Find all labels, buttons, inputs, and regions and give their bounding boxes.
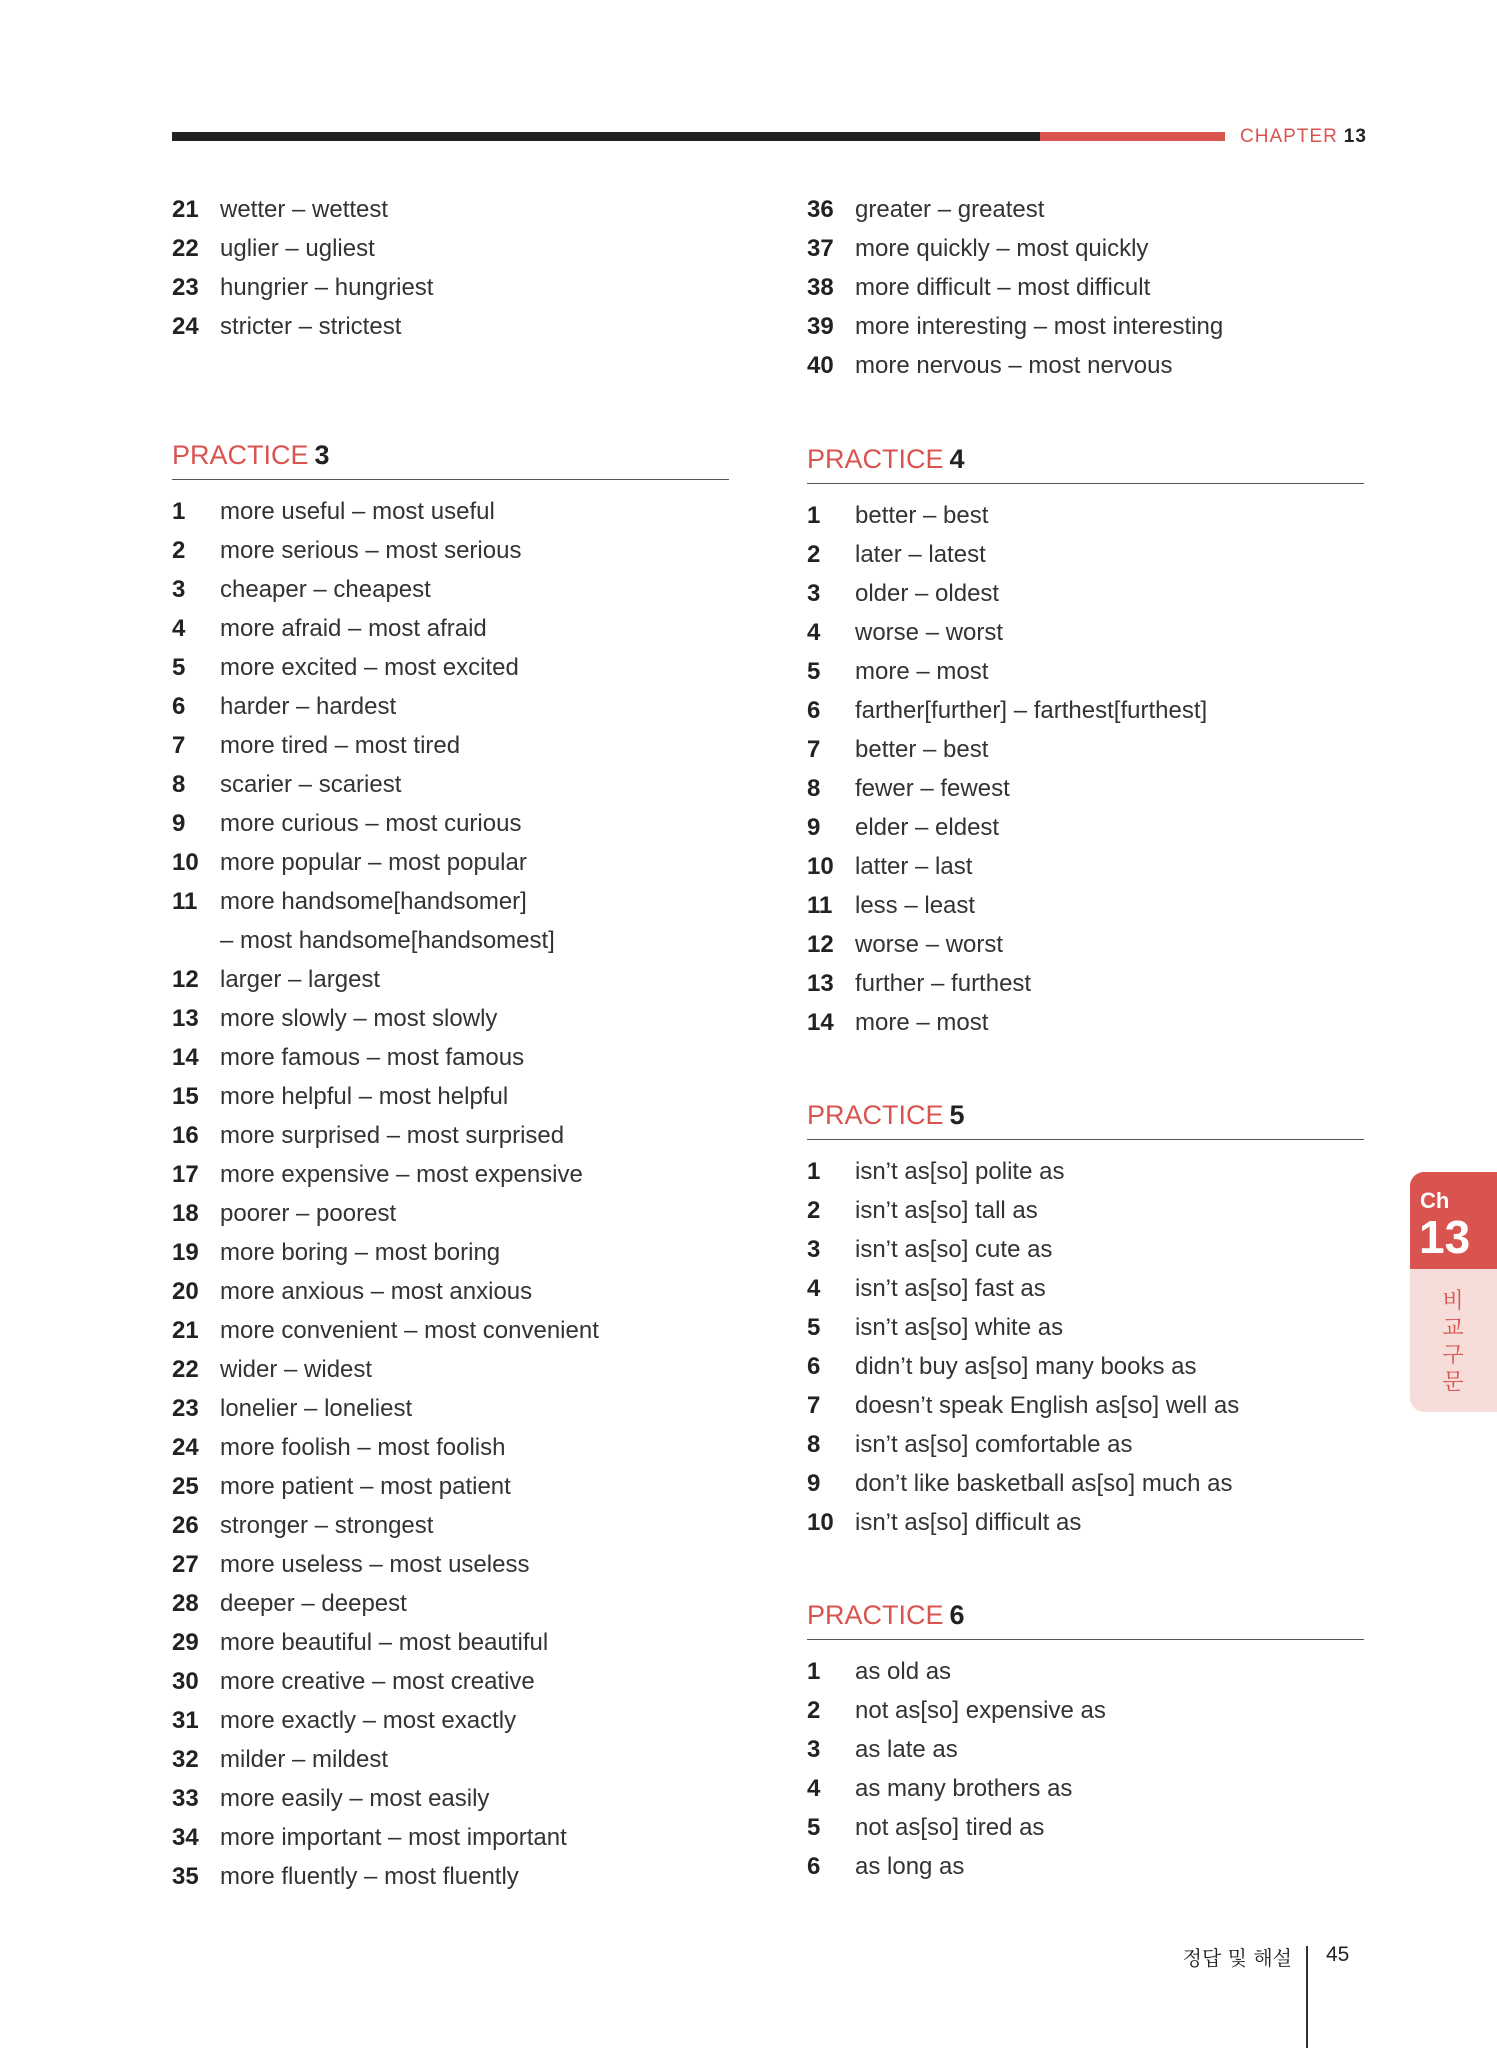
answer-number: 11 (172, 888, 198, 915)
footer-divider (1306, 1946, 1308, 2048)
answer-item (807, 1386, 1367, 1425)
answer-text: more convenient – most convenient (220, 1317, 599, 1344)
chapter-label: CHAPTER (1240, 126, 1338, 147)
answer-text: more – most (855, 1009, 989, 1036)
answer-item (807, 307, 1367, 346)
answer-text: harder – hardest (220, 693, 397, 720)
answer-text: poorer – poorest (220, 1200, 397, 1227)
answer-number: 9 (807, 814, 821, 841)
practice-5-section (807, 1098, 1367, 1542)
answer-number: 5 (807, 658, 821, 685)
answer-item (807, 769, 1367, 808)
answer-text: more surprised – most surprised (220, 1122, 565, 1149)
answer-item (172, 1389, 732, 1428)
answer-number: 30 (172, 1668, 199, 1695)
answer-item (172, 1818, 732, 1857)
answer-item (172, 1038, 732, 1077)
answer-text: isn’t as[so] difficult as (855, 1509, 1082, 1536)
answer-number: 4 (807, 1275, 821, 1302)
page-number: 45 (1326, 1943, 1350, 1966)
answer-item (807, 574, 1367, 613)
answer-item (807, 847, 1367, 886)
answer-number: 27 (172, 1551, 199, 1578)
section-title (807, 1098, 1364, 1140)
answer-text: more beautiful – most beautiful (220, 1629, 549, 1656)
answer-item (807, 1652, 1367, 1691)
answer-item (807, 190, 1367, 229)
answer-number: 10 (807, 853, 834, 880)
answer-number: 2 (172, 537, 186, 564)
answer-text: more nervous – most nervous (855, 352, 1173, 379)
answer-number: 2 (807, 1197, 821, 1224)
answer-number: 36 (807, 196, 834, 223)
answer-text: more creative – most creative (220, 1668, 535, 1695)
answer-number: 6 (172, 693, 186, 720)
answer-number: 22 (172, 235, 199, 262)
answer-text: more – most (855, 658, 989, 685)
answer-number: 14 (807, 1009, 834, 1036)
answer-text: as late as (855, 1736, 958, 1763)
answer-number: 20 (172, 1278, 199, 1305)
answer-item (807, 1191, 1367, 1230)
answer-number: 7 (807, 736, 821, 763)
answer-number: 22 (172, 1356, 199, 1383)
footer-label: 정답 및 해설 (1182, 1946, 1292, 1970)
answer-item (807, 535, 1367, 574)
answer-item (807, 886, 1367, 925)
answer-number: 38 (807, 274, 834, 301)
chapter-tab-ch: Ch (1420, 1188, 1450, 1213)
answer-item (172, 570, 732, 609)
answer-item (172, 531, 732, 570)
answer-number: 21 (172, 1317, 199, 1344)
answer-text: more interesting – most interesting (855, 313, 1224, 340)
header-rule-accent (1040, 132, 1225, 141)
answer-number: 8 (807, 775, 821, 802)
answer-text: deeper – deepest (220, 1590, 407, 1617)
answer-text: as many brothers as (855, 1775, 1073, 1802)
answer-number: 8 (172, 771, 186, 798)
section-title (807, 442, 1364, 484)
answer-item (172, 190, 732, 229)
answer-item (807, 1003, 1367, 1042)
answer-number: 34 (172, 1824, 199, 1851)
answer-text: greater – greatest (855, 196, 1045, 223)
answer-item (807, 496, 1367, 535)
answer-text: don’t like basketball as[so] much as (855, 1470, 1233, 1497)
answer-text: doesn’t speak English as[so] well as (855, 1392, 1240, 1419)
answer-item (172, 1077, 732, 1116)
answer-number: 12 (172, 966, 199, 993)
chapter-tab-number: 13 (1419, 1211, 1471, 1263)
section-label: PRACTICE (807, 444, 944, 474)
answer-number: 3 (807, 1236, 821, 1263)
answer-item (172, 1467, 732, 1506)
answer-number: 21 (172, 196, 199, 223)
answer-number: 14 (172, 1044, 199, 1071)
answer-item (172, 268, 732, 307)
answer-text: more quickly – most quickly (855, 235, 1149, 262)
answer-text: more important – most important (220, 1824, 567, 1851)
chapter-tab-title: 비교구문 (1442, 1289, 1464, 1395)
chapter-tab-header (1410, 1172, 1497, 1269)
answer-item (807, 964, 1367, 1003)
answer-text: further – furthest (855, 970, 1032, 997)
answer-item (807, 691, 1367, 730)
answer-item (172, 960, 732, 999)
answer-number: 18 (172, 1200, 199, 1227)
answer-item (172, 1506, 732, 1545)
answer-number: 25 (172, 1473, 199, 1500)
answer-number: 13 (172, 1005, 199, 1032)
left-top-list (172, 190, 732, 346)
answer-text: more difficult – most difficult (855, 274, 1151, 301)
answer-item (172, 1428, 732, 1467)
answer-text: uglier – ugliest (220, 235, 375, 262)
answer-text: older – oldest (855, 580, 1000, 607)
answer-text: isn’t as[so] cute as (855, 1236, 1053, 1263)
answer-text: more helpful – most helpful (220, 1083, 509, 1110)
answer-number: 32 (172, 1746, 199, 1773)
section-number: 4 (949, 444, 965, 474)
answer-item (807, 808, 1367, 847)
answer-number: 10 (807, 1509, 834, 1536)
answer-item (172, 804, 732, 843)
answer-item (807, 1308, 1367, 1347)
section-number: 3 (314, 440, 330, 470)
answer-number: 9 (172, 810, 186, 837)
answer-item (172, 1584, 732, 1623)
answer-text: wetter – wettest (220, 196, 389, 223)
answer-item (172, 229, 732, 268)
answer-text: more foolish – most foolish (220, 1434, 506, 1461)
section-number: 6 (949, 1600, 965, 1630)
answer-item (807, 1347, 1367, 1386)
answer-item (172, 1545, 732, 1584)
answer-number: 13 (807, 970, 834, 997)
section-title (172, 438, 729, 480)
answer-text: more afraid – most afraid (220, 615, 487, 642)
answer-text: better – best (855, 502, 989, 529)
answer-number: 10 (172, 849, 199, 876)
answer-number: 9 (807, 1470, 821, 1497)
answer-number: 1 (807, 1658, 821, 1685)
answer-item (172, 1116, 732, 1155)
answer-item (172, 1155, 732, 1194)
answer-number: 3 (172, 576, 186, 603)
answer-number: 24 (172, 313, 199, 340)
answer-text: latter – last (855, 853, 973, 880)
answer-number: 3 (807, 580, 821, 607)
answer-text: worse – worst (855, 619, 1004, 646)
answer-text: farther[further] – farthest[furthest] (855, 697, 1208, 724)
answer-number: 1 (172, 498, 186, 525)
answer-number: 1 (807, 1158, 821, 1185)
answer-item (807, 1691, 1367, 1730)
answer-number: 24 (172, 1434, 199, 1461)
answer-number: 11 (807, 892, 833, 919)
answer-text: more fluently – most fluently (220, 1863, 519, 1890)
answer-item (807, 1269, 1367, 1308)
answer-number: 29 (172, 1629, 199, 1656)
answer-item (807, 1503, 1367, 1542)
answer-number: 23 (172, 1395, 199, 1422)
answer-text: more anxious – most anxious (220, 1278, 533, 1305)
answer-text: more patient – most patient (220, 1473, 511, 1500)
answer-number: 4 (172, 615, 186, 642)
right-top-list (807, 190, 1367, 385)
section-title (807, 1598, 1364, 1640)
answer-item (172, 1272, 732, 1311)
answer-text: isn’t as[so] polite as (855, 1158, 1065, 1185)
answer-number: 15 (172, 1083, 199, 1110)
answer-text: more popular – most popular (220, 849, 527, 876)
answer-item (807, 1464, 1367, 1503)
answer-item (172, 765, 732, 804)
answer-text: cheaper – cheapest (220, 576, 431, 603)
answer-number: 6 (807, 1853, 821, 1880)
section-number: 5 (949, 1100, 965, 1130)
answer-number: 28 (172, 1590, 199, 1617)
answer-text: not as[so] tired as (855, 1814, 1045, 1841)
answer-item (807, 1425, 1367, 1464)
answer-item (172, 609, 732, 648)
answer-text: hungrier – hungriest (220, 274, 434, 301)
answer-text: didn’t buy as[so] many books as (855, 1353, 1197, 1380)
answer-text: larger – largest (220, 966, 381, 993)
practice-6-section (807, 1598, 1367, 1886)
answer-number: 7 (172, 732, 186, 759)
answer-text: milder – mildest (220, 1746, 389, 1773)
section-label: PRACTICE (807, 1100, 944, 1130)
answer-text: more handsome[handsomer] – most handsome[handsomest] (220, 888, 555, 954)
answer-item (172, 726, 732, 765)
answer-item (172, 843, 732, 882)
answer-number: 5 (807, 1814, 821, 1841)
answer-text: worse – worst (855, 931, 1004, 958)
answer-text: not as[so] expensive as (855, 1697, 1106, 1724)
answer-text: fewer – fewest (855, 775, 1010, 802)
answer-number: 6 (807, 1353, 821, 1380)
answer-text: isn’t as[so] comfortable as (855, 1431, 1133, 1458)
answer-item (172, 999, 732, 1038)
answer-item (807, 1152, 1367, 1191)
answer-number: 6 (807, 697, 821, 724)
answer-number: 4 (807, 1775, 821, 1802)
answer-text: wider – widest (220, 1356, 373, 1383)
answer-item (172, 307, 732, 346)
answer-item (807, 1730, 1367, 1769)
header-rule-dark (172, 132, 1040, 141)
answer-number: 2 (807, 1697, 821, 1724)
answer-text: isn’t as[so] fast as (855, 1275, 1046, 1302)
answer-text: as old as (855, 1658, 952, 1685)
answer-text: more excited – most excited (220, 654, 519, 681)
chapter-side-tab[interactable] (1410, 1172, 1497, 1412)
answer-item (172, 1233, 732, 1272)
answer-item (172, 492, 732, 531)
answer-item (807, 652, 1367, 691)
answer-number: 39 (807, 313, 834, 340)
answer-item (807, 730, 1367, 769)
section-label: PRACTICE (172, 440, 309, 470)
answer-text: isn’t as[so] white as (855, 1314, 1064, 1341)
practice-3-section (172, 438, 732, 1896)
answer-text: more easily – most easily (220, 1785, 490, 1812)
answer-text: more serious – most serious (220, 537, 522, 564)
answer-item (807, 1230, 1367, 1269)
answer-number: 33 (172, 1785, 199, 1812)
answer-number: 35 (172, 1863, 199, 1890)
answer-text: later – latest (855, 541, 986, 568)
answer-number: 12 (807, 931, 834, 958)
answer-number: 7 (807, 1392, 821, 1419)
answer-text: more expensive – most expensive (220, 1161, 583, 1188)
answer-number: 19 (172, 1239, 199, 1266)
answer-number: 5 (807, 1314, 821, 1341)
answer-item (807, 925, 1367, 964)
chapter-number: 13 (1343, 126, 1367, 147)
answer-text: lonelier – loneliest (220, 1395, 413, 1422)
answer-number: 16 (172, 1122, 199, 1149)
answer-item (172, 1779, 732, 1818)
answer-item (807, 613, 1367, 652)
answer-item (172, 1623, 732, 1662)
answer-item (807, 268, 1367, 307)
answer-item (172, 648, 732, 687)
answer-number: 8 (807, 1431, 821, 1458)
chapter-header (1240, 126, 1367, 148)
answer-item (172, 1740, 732, 1779)
answer-text: less – least (855, 892, 976, 919)
section-label: PRACTICE (807, 1600, 944, 1630)
answer-text: stricter – strictest (220, 313, 402, 340)
answer-text: stronger – strongest (220, 1512, 434, 1539)
answer-item (172, 1194, 732, 1233)
answer-text: more famous – most famous (220, 1044, 525, 1071)
answer-number: 4 (807, 619, 821, 646)
answer-number: 2 (807, 541, 821, 568)
answer-number: 5 (172, 654, 186, 681)
answer-text: isn’t as[so] tall as (855, 1197, 1038, 1224)
answer-number: 1 (807, 502, 821, 529)
answer-item (807, 1847, 1367, 1886)
answer-number: 26 (172, 1512, 199, 1539)
answer-text: better – best (855, 736, 989, 763)
answer-number: 40 (807, 352, 834, 379)
answer-number: 37 (807, 235, 834, 262)
answer-text: more boring – most boring (220, 1239, 501, 1266)
answer-text: more useful – most useful (220, 498, 495, 525)
answer-text: scarier – scariest (220, 771, 402, 798)
answer-item (172, 1701, 732, 1740)
answer-item (807, 229, 1367, 268)
answer-text: more tired – most tired (220, 732, 461, 759)
answer-text: more useless – most useless (220, 1551, 530, 1578)
answer-number: 31 (172, 1707, 199, 1734)
answer-item (807, 1769, 1367, 1808)
answer-text: more slowly – most slowly (220, 1005, 498, 1032)
answer-item (172, 1662, 732, 1701)
practice-4-section (807, 442, 1367, 1042)
answer-number: 3 (807, 1736, 821, 1763)
answer-text: as long as (855, 1853, 965, 1880)
answer-item (172, 1311, 732, 1350)
answer-text: elder – eldest (855, 814, 1000, 841)
answer-item (172, 1857, 732, 1896)
answer-item (807, 1808, 1367, 1847)
answer-text: more curious – most curious (220, 810, 522, 837)
answer-item (807, 346, 1367, 385)
answer-item (172, 687, 732, 726)
answer-item (172, 882, 732, 960)
answer-text: more exactly – most exactly (220, 1707, 517, 1734)
answer-number: 17 (172, 1161, 199, 1188)
answer-number: 23 (172, 274, 199, 301)
answer-item (172, 1350, 732, 1389)
